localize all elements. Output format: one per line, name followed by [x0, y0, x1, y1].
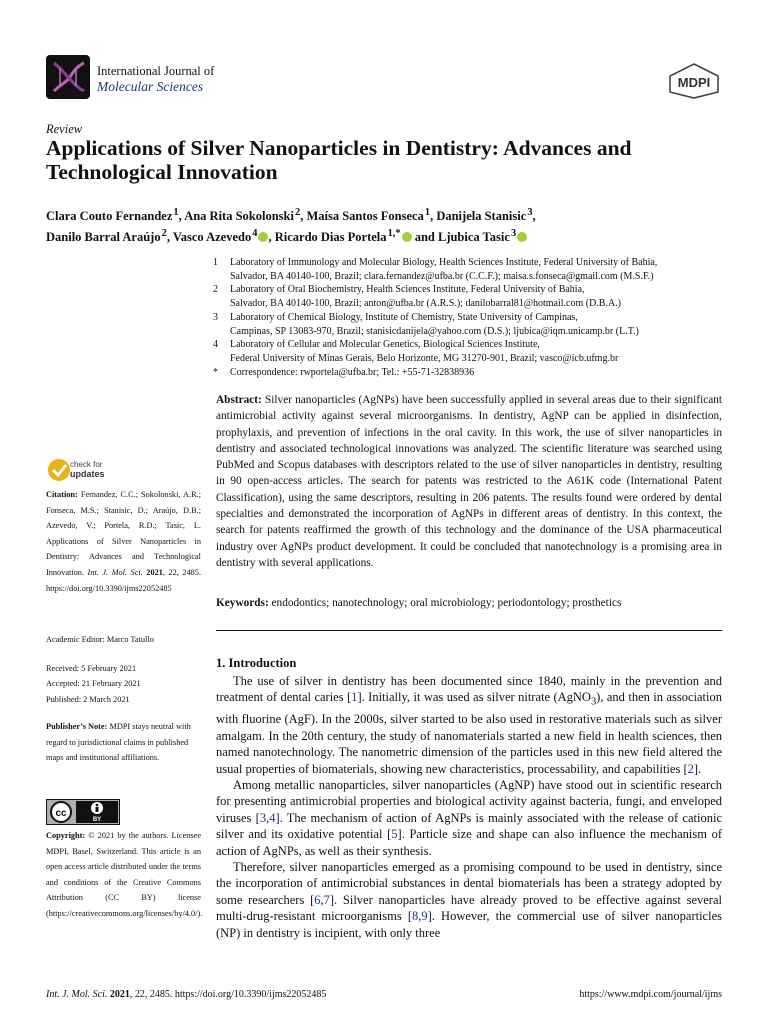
- reference-link[interactable]: 7: [323, 892, 330, 907]
- affiliation-number: 1: [213, 257, 218, 268]
- author-name: Ricardo Dias Portela: [274, 230, 387, 245]
- footer-journal-url[interactable]: https://www.mdpi.com/journal/ijms: [579, 989, 722, 1000]
- text-run: ), and then in association with fluorine (AgF). In the 2000s, silver started to be also used in restorative materials such as silver amalgam. In the 20th century, the study of nanomaterials started a new field in health sciences, then named nanotechnology. The nanometric dimension of the particles used in this new field altered the usual properties of biomaterials, showing new characteristics, processability, and capabilities [: [216, 690, 722, 776]
- text-run: ,: [418, 909, 422, 924]
- author-separator: ,: [532, 209, 536, 224]
- reference-link[interactable]: 5: [391, 827, 398, 842]
- affiliation-number: 4: [213, 339, 218, 351]
- text-run: ,: [320, 892, 324, 907]
- affiliation-line: Laboratory of Cellular and Molecular Genetics, Biological Sciences Institute,: [230, 339, 540, 351]
- cc-by-label: BY: [92, 817, 102, 823]
- affiliation-item: [213, 283, 723, 310]
- author-affil: 1: [173, 207, 179, 218]
- author-separator: ,: [178, 209, 185, 224]
- affiliation-item: [213, 338, 723, 365]
- text-run: Among metallic nanoparticles, silver nanoparticles (AgNP) have stood out in scientific research for presenting antimicrobial properties and biological activity against bacteria, fungi, and enveloped viruses [: [216, 777, 722, 825]
- paragraph: [216, 777, 722, 859]
- author-name: Clara Couto Fernandez: [46, 209, 173, 224]
- introduction-body: [216, 673, 722, 941]
- keywords-label: Keywords:: [216, 597, 269, 609]
- reference-link[interactable]: 1: [351, 690, 358, 705]
- author-name: Danilo Barral Araújo: [46, 230, 161, 245]
- publication-dates: [46, 661, 201, 707]
- reference-link[interactable]: 8: [412, 909, 419, 924]
- affiliation-item: [213, 256, 723, 283]
- text-run: Therefore, silver nanoparticles emerged as a promising compound to be used in dentistry, since the incorporation of antimicrobial substances in dental biomaterials has been a strategy adopted by some researchers [: [216, 859, 722, 907]
- cc-label: cc: [55, 808, 67, 819]
- publisher-name: MDPI: [677, 75, 711, 90]
- correspondence: [213, 366, 723, 380]
- orcid-icon[interactable]: [517, 232, 527, 242]
- citation-journal: Int. J. Mol. Sci.: [87, 567, 143, 577]
- affiliation-number: 3: [213, 311, 218, 323]
- publisher-note: [46, 719, 201, 766]
- author-name: Danijela Stanisic: [436, 209, 527, 224]
- author-line-1: [46, 204, 726, 225]
- text-run: The use of silver in dentistry has been documented since 1840, mainly in the prevention and treatment of dental caries [: [216, 674, 722, 705]
- affiliation-line: Salvador, BA 40140-100, Brazil; anton@ufba.br (A.R.S.); danilobarral81@hotmail.com (D.B.A.): [230, 298, 622, 310]
- text-run: ,: [266, 810, 270, 825]
- received-date: Received: 5 February 2021: [46, 664, 137, 673]
- text-run: ]. However, the commercial use of silver nanoparticles (NP) in dentistry is incipient, with only three: [216, 909, 722, 940]
- check-label-1: check for: [70, 460, 103, 469]
- affiliation-number: *: [213, 366, 218, 378]
- abstract-text: Silver nanoparticles (AgNPs) have been successfully applied in several areas due to their significant antimicrobial activity against several microorganisms. In dentistry, AgNP can be applied in disinfection, prophylaxis, and prevention of infections in the oral cavity. In this work, the use of silver nanoparticles in dentistry and associated technological innovations was analyzed. The scientific literature was searched using PubMed and Scopus databases with descriptors related to the use of silver nanoparticles in dentistry, resulting in 90 open-access articles. The search for patents was restricted to the A61K code (International Patent Classification), using the same descriptors, resulting in 206 patents. The results found were ordered by dental specialties and demonstrated the incorporation of AgNPs in different areas of dentistry. In this context, the search for patents reaffirmed the growth of this technology and the dominance of the USA pharmaceutical industry over AgNPs product development. It could be concluded that nanotechnology is a promising area in dentistry with several applications.: [216, 394, 723, 569]
- abstract-label: Abstract:: [216, 394, 262, 406]
- footer-year: 2021: [109, 989, 130, 1000]
- author-affil: 3: [510, 228, 517, 240]
- author-affil: 1: [424, 207, 431, 218]
- section-heading: 1. Introduction: [216, 656, 297, 670]
- footer-journal: Int. J. Mol. Sci.: [46, 989, 108, 1000]
- cc-by-license-icon[interactable]: [46, 799, 120, 825]
- reference-link[interactable]: 3: [259, 810, 267, 825]
- affiliations: [213, 256, 723, 379]
- mdpi-logo: [666, 62, 722, 100]
- author-separator: ,: [430, 209, 437, 224]
- article-type: Review: [46, 122, 83, 136]
- reference-link[interactable]: 9: [421, 909, 428, 924]
- check-for-updates-button[interactable]: [46, 456, 136, 484]
- author-and: and: [411, 230, 438, 245]
- affiliation-line: Campinas, SP 13083-970, Brazil; stanisicdanijela@yahoo.com (D.S.); ljubica@iqm.unicamp.br (L.T.): [230, 325, 639, 337]
- publisher-note-text: MDPI stays neutral with regard to jurisdictional claims in published maps and institutional affiliations.: [46, 722, 191, 763]
- copyright-text: © 2021 by the authors. Licensee MDPI, Basel, Switzerland. This article is an open access article distributed under the terms and conditions of the Creative Commons Attribution (CC BY) license (https://creativecommons.org/licenses/by/4.0/).: [46, 831, 203, 918]
- author-affil: 4: [252, 228, 258, 240]
- journal-name-line2: Molecular Sciences: [97, 79, 204, 94]
- subscript: 3: [590, 696, 597, 708]
- author-separator: ,: [166, 230, 173, 245]
- correspondence-line: Correspondence: rwportela@ufba.br; Tel.: +55-71-32838936: [230, 366, 475, 378]
- published-date: Published: 2 March 2021: [46, 694, 130, 704]
- accepted-date: Accepted: 21 February 2021: [46, 679, 141, 689]
- affiliation-line: Salvador, BA 40140-100, Brazil; clara.fernandez@ufba.br (C.C.F.); maisa.s.fonseca@gmail.com (M.S.F.): [230, 270, 654, 282]
- affiliation-line: Federal University of Minas Gerais, Belo Horizonte, MG 31270-901, Brazil; vasco@icb.ufmg.br: [230, 352, 619, 364]
- author-list: [46, 204, 726, 246]
- reference-link[interactable]: 4: [269, 810, 276, 825]
- text-run: ]. Silver nanoparticles have already proved to be effective against several multi-drug-resistant microorganisms [: [216, 892, 722, 924]
- text-run: ]. The mechanism of action of AgNPs is mainly associated with the release of cationic silver and its oxidative potential [: [216, 810, 722, 842]
- citation-doi[interactable]: , 22, 2485. https://doi.org/10.3390/ijms22052485: [46, 567, 202, 593]
- text-run: ]. Initially, it was used as silver nitrate (AgNO: [357, 690, 591, 705]
- reference-link[interactable]: 6: [314, 892, 321, 907]
- text-run: ].: [693, 761, 702, 776]
- author-affil: 2: [295, 207, 301, 218]
- author-name: Vasco Azevedo: [172, 230, 252, 245]
- keywords: [216, 597, 722, 609]
- citation-label: Citation:: [46, 490, 78, 499]
- affiliation-number: 2: [213, 284, 218, 296]
- footer-doi[interactable]: , 22, 2485. https://doi.org/10.3390/ijms22052485: [129, 989, 327, 1000]
- check-label-2: updates: [70, 469, 105, 479]
- footer-citation: [46, 989, 326, 1000]
- citation: [46, 487, 201, 596]
- keywords-text: endodontics; nanotechnology; oral microbiology; periodontology; prosthetics: [271, 597, 622, 609]
- orcid-icon[interactable]: [258, 232, 268, 242]
- author-affil: 3: [527, 207, 533, 218]
- academic-editor: Academic Editor: Marco Tatullo: [46, 635, 154, 644]
- article-title: Applications of Silver Nanoparticles in Dentistry: Advances and Technological Innovation: [46, 136, 632, 184]
- affiliation-item: [213, 311, 723, 338]
- citation-text: Fernandez, C.C.; Sokolonski, A.R.; Fonseca, M.S.; Stanisic, D.; Araújo, D.B.; Azevedo, V.; Portela, R.D.; Tasic, L. Applications of Silver Nanoparticles in Dentistry: Advances and Technological Innovation.: [46, 490, 202, 577]
- author-separator: ,: [268, 230, 275, 245]
- dna-helix-icon: [46, 55, 90, 99]
- copyright: [46, 828, 201, 922]
- author-separator: ,: [300, 209, 307, 224]
- affiliation-line: Laboratory of Oral Biochemistry, Health Sciences Institute, Federal University of Bahia,: [230, 284, 585, 296]
- author-line-2: [46, 225, 726, 246]
- journal-logo: [46, 55, 90, 99]
- reference-link[interactable]: 2: [687, 761, 694, 776]
- section-divider: [216, 630, 722, 631]
- paragraph: [216, 859, 722, 941]
- author-affil: 2: [161, 228, 167, 240]
- text-run: ]. Particle size and shape can also influence the mechanism of action of AgNPs, as well as their synthesis.: [216, 827, 722, 858]
- author-affil: 1,*: [387, 228, 401, 240]
- journal-name-line1: International Journal of: [97, 64, 215, 78]
- citation-year: 2021: [146, 567, 163, 577]
- author-name: Maísa Santos Fonseca: [306, 209, 424, 224]
- affiliation-line: Laboratory of Immunology and Molecular Biology, Health Sciences Institute, Federal University of Bahia,: [230, 257, 658, 268]
- affiliation-line: Laboratory of Chemical Biology, Institute of Chemistry, State University of Campinas,: [230, 311, 578, 323]
- author-name: Ana Rita Sokolonski: [184, 209, 294, 224]
- paragraph: [216, 673, 722, 777]
- publisher-note-label: Publisher’s Note:: [46, 722, 108, 731]
- author-name: Ljubica Tasic: [437, 230, 510, 245]
- copyright-label: Copyright:: [46, 831, 86, 840]
- abstract: [216, 392, 722, 571]
- orcid-icon[interactable]: [402, 232, 412, 242]
